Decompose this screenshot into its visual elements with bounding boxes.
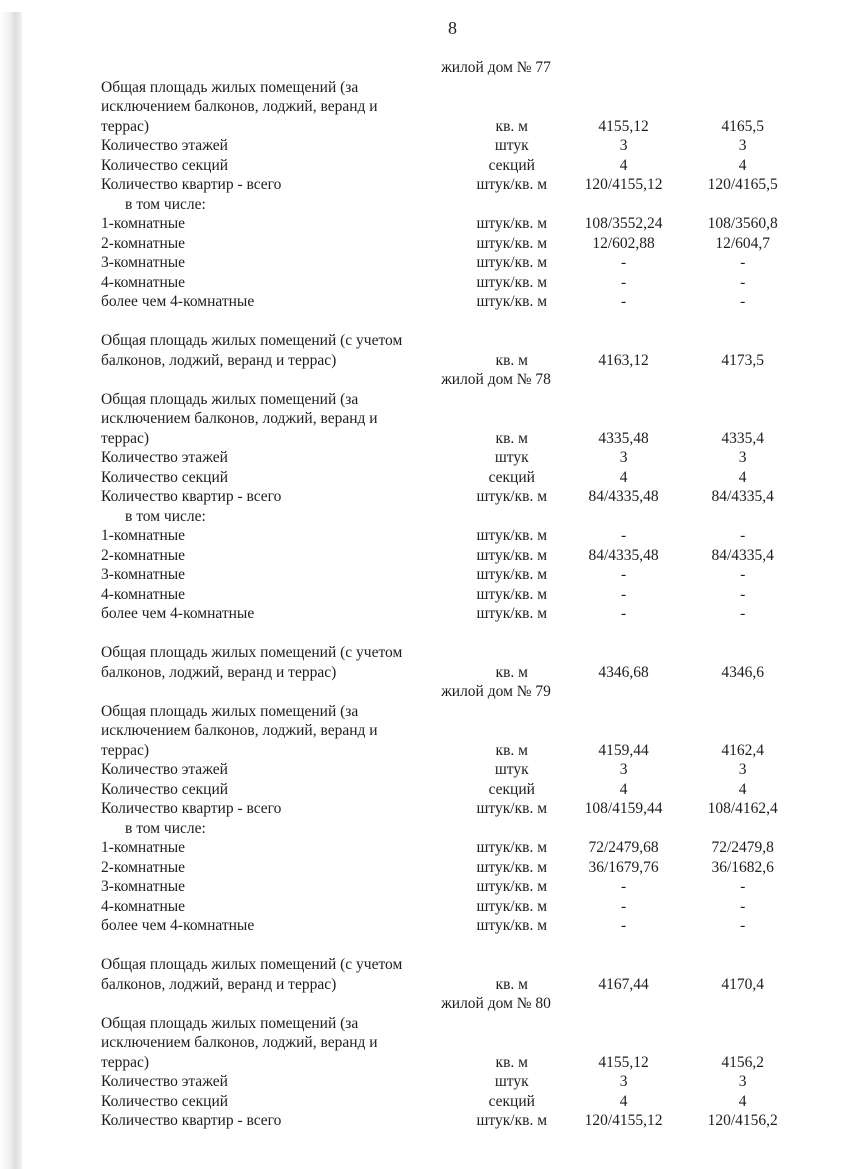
row-unit: секций: [488, 468, 535, 486]
room-type-row: [101, 546, 801, 566]
row-label: 4-комнатные: [101, 897, 186, 915]
row-value-project: 3: [619, 761, 628, 778]
row-value-actual: 12/604,7: [715, 234, 770, 252]
row-value-actual: -: [740, 917, 746, 934]
row-value-actual: -: [740, 585, 746, 603]
row-value-project: 4: [619, 156, 628, 174]
row-label: Количество этажей: [101, 1073, 228, 1090]
row-value-actual: -: [740, 566, 746, 583]
row-unit: штук/кв. м: [476, 917, 547, 934]
sections-row: [101, 780, 801, 800]
row-label: 1-комнатные: [101, 527, 186, 544]
area-excluding-balconies-row: [101, 1014, 801, 1073]
apartments-total-row: [101, 175, 801, 195]
row-label-line: балконов, лоджий, веранд и террас): [101, 975, 337, 993]
row-value-project: -: [620, 527, 627, 544]
row-unit: кв. м: [495, 117, 528, 135]
floors-row: [101, 1072, 801, 1092]
row-label: Количество этажей: [101, 761, 228, 778]
row-unit: кв. м: [495, 351, 528, 369]
apartments-total-row: [101, 1111, 801, 1131]
row-unit: штук/кв. м: [476, 800, 547, 817]
row-label: Количество квартир - всего: [101, 488, 282, 505]
row-label-line: Общая площадь жилых помещений (за: [101, 390, 359, 408]
row-value-project: 4163,12: [598, 351, 649, 369]
row-value-actual: 4165,5: [721, 117, 764, 135]
apartments-total-row: [101, 799, 801, 819]
row-label-line: исключением балконов, лоджий, веранд и: [101, 722, 378, 739]
row-value-project: -: [620, 273, 627, 291]
row-value-project: 108/3552,24: [584, 215, 663, 232]
row-label: Количество квартир - всего: [101, 800, 282, 817]
row-value-project: -: [620, 254, 627, 271]
row-value-project: 12/602,88: [592, 234, 655, 252]
area-including-balconies-row: [101, 331, 801, 370]
row-label-line: террас): [101, 741, 150, 759]
spacer: [101, 624, 801, 644]
document-body: [101, 58, 801, 1131]
house-title: [101, 370, 801, 390]
row-value-actual: -: [740, 897, 746, 915]
row-value-actual: 108/4162,4: [707, 800, 778, 817]
row-label: 2-комнатные: [101, 546, 186, 564]
row-label: [101, 1014, 461, 1073]
row-label: Количество секций: [101, 156, 229, 174]
row-label: 2-комнатные: [101, 234, 186, 252]
row-label: Количество секций: [101, 468, 229, 486]
row-unit: штук/кв. м: [476, 878, 547, 895]
row-value-actual: 4156,2: [721, 1053, 764, 1071]
row-unit: штук/кв. м: [476, 839, 547, 856]
row-value-project: 4346,68: [598, 663, 649, 681]
row-label: 3-комнатные: [101, 254, 186, 271]
area-including-balconies-row: [101, 955, 801, 994]
row-unit: кв. м: [495, 741, 528, 759]
row-label: Количество секций: [101, 780, 229, 798]
room-type-row: [101, 838, 801, 858]
house-section: [101, 682, 801, 994]
row-label-line: Общая площадь жилых помещений (с учетом: [101, 332, 403, 349]
row-value-actual: 4162,4: [721, 741, 764, 759]
scan-page-edge: [0, 0, 22, 1169]
row-label-line: Общая площадь жилых помещений (за: [101, 78, 359, 96]
row-label: в том числе:: [125, 507, 206, 525]
row-value-project: -: [620, 566, 627, 583]
area-excluding-balconies-row: [101, 390, 801, 449]
house-title-text: жилой дом № 80: [441, 995, 551, 1012]
house-title-text: жилой дом № 78: [441, 371, 551, 388]
row-label-line: Общая площадь жилых помещений (с учетом: [101, 956, 403, 973]
row-label-line: Общая площадь жилых помещений (с учетом: [101, 644, 403, 661]
room-type-row: [101, 526, 801, 546]
room-type-row: [101, 916, 801, 936]
row-label: более чем 4-комнатные: [101, 605, 255, 622]
row-value-project: 4167,44: [598, 975, 649, 993]
house-title: [101, 994, 801, 1014]
row-label: [101, 955, 461, 994]
including-row: [101, 195, 801, 215]
row-value-actual: 84/4335,4: [711, 488, 774, 505]
row-value-project: -: [620, 917, 627, 934]
row-value-project: 120/4155,12: [584, 1112, 663, 1129]
row-unit: кв. м: [495, 429, 528, 447]
row-label: 2-комнатные: [101, 858, 186, 876]
row-value-actual: 4: [738, 468, 747, 486]
row-value-project: -: [620, 605, 627, 622]
row-label: 3-комнатные: [101, 878, 186, 895]
scan-page-edge-top: [0, 0, 60, 12]
row-label: в том числе:: [125, 195, 206, 213]
row-value-project: -: [620, 585, 627, 603]
house-title: [101, 58, 801, 78]
house-section: [101, 994, 801, 1131]
row-value-project: 4155,12: [598, 1053, 649, 1071]
row-value-project: 3: [619, 1073, 628, 1090]
row-unit: кв. м: [495, 663, 528, 681]
row-label: [101, 390, 461, 449]
row-value-actual: 4346,6: [721, 663, 764, 681]
house-title-text: жилой дом № 79: [441, 683, 551, 700]
row-value-actual: -: [740, 605, 746, 622]
row-unit: штук/кв. м: [476, 546, 547, 564]
row-unit: кв. м: [495, 1053, 528, 1071]
row-value-actual: -: [740, 293, 746, 310]
row-value-project: 120/4155,12: [584, 176, 663, 193]
row-value-actual: 120/4165,5: [707, 176, 778, 193]
floors-row: [101, 760, 801, 780]
row-value-project: 4159,44: [598, 741, 649, 759]
row-unit: штук: [494, 449, 529, 466]
row-value-actual: -: [740, 878, 746, 895]
spacer: [101, 936, 801, 956]
row-value-actual: 120/4156,2: [707, 1112, 778, 1129]
room-type-row: [101, 214, 801, 234]
row-value-project: 4155,12: [598, 117, 649, 135]
room-type-row: [101, 858, 801, 878]
row-value-actual: 72/2479,8: [711, 839, 774, 856]
row-value-project: -: [620, 293, 627, 310]
row-label: 4-комнатные: [101, 273, 186, 291]
row-label: в том числе:: [125, 819, 206, 837]
row-unit: штук: [494, 1073, 529, 1090]
row-value-actual: 4: [738, 156, 747, 174]
row-label: [101, 702, 461, 761]
row-label-line: террас): [101, 429, 150, 447]
row-unit: штук/кв. м: [476, 273, 547, 291]
row-label: [101, 643, 461, 682]
row-value-actual: 4170,4: [721, 975, 764, 993]
room-type-row: [101, 604, 801, 624]
row-unit: штук/кв. м: [476, 605, 547, 622]
row-unit: штук/кв. м: [476, 176, 547, 193]
house-section: [101, 58, 801, 370]
sections-row: [101, 156, 801, 176]
row-value-project: 4: [619, 468, 628, 486]
row-unit: штук/кв. м: [476, 1112, 547, 1129]
row-value-actual: 84/4335,4: [711, 546, 774, 564]
area-excluding-balconies-row: [101, 78, 801, 137]
row-unit: штук/кв. м: [476, 585, 547, 603]
room-type-row: [101, 565, 801, 585]
row-value-actual: -: [740, 527, 746, 544]
row-label: [101, 331, 461, 370]
page-number: 8: [448, 18, 457, 38]
row-value-actual: 3: [738, 137, 747, 154]
row-value-project: 84/4335,48: [588, 488, 659, 505]
row-unit: секций: [488, 1092, 535, 1110]
row-label-line: балконов, лоджий, веранд и террас): [101, 351, 337, 369]
row-label-line: Общая площадь жилых помещений (за: [101, 1014, 359, 1032]
row-unit: штук: [494, 137, 529, 154]
row-value-actual: 4: [738, 1092, 747, 1110]
room-type-row: [101, 585, 801, 605]
row-value-actual: 3: [738, 761, 747, 778]
row-unit: кв. м: [495, 975, 528, 993]
row-unit: штук/кв. м: [476, 215, 547, 232]
row-label: Количество этажей: [101, 137, 228, 154]
row-value-actual: 36/1682,6: [711, 858, 774, 876]
row-label-line: террас): [101, 1053, 150, 1071]
floors-row: [101, 136, 801, 156]
house-title: [101, 682, 801, 702]
row-value-actual: 4335,4: [721, 429, 764, 447]
row-label: Количество квартир - всего: [101, 1112, 282, 1129]
row-value-actual: -: [740, 254, 746, 271]
house-section: [101, 370, 801, 682]
sections-row: [101, 468, 801, 488]
including-row: [101, 507, 801, 527]
row-label: Количество секций: [101, 1092, 229, 1110]
row-value-project: -: [620, 897, 627, 915]
row-value-actual: 4: [738, 780, 747, 798]
row-value-project: 4: [619, 780, 628, 798]
row-label-line: балконов, лоджий, веранд и террас): [101, 663, 337, 681]
row-label: Количество квартир - всего: [101, 176, 282, 193]
row-unit: секций: [488, 780, 535, 798]
including-row: [101, 819, 801, 839]
row-label-line: исключением балконов, лоджий, веранд и: [101, 1034, 378, 1051]
row-label: 4-комнатные: [101, 585, 186, 603]
area-including-balconies-row: [101, 643, 801, 682]
row-label-line: исключением балконов, лоджий, веранд и: [101, 98, 378, 115]
row-label-line: Общая площадь жилых помещений (за: [101, 702, 359, 720]
spacer: [101, 312, 801, 332]
row-label: 3-комнатные: [101, 566, 186, 583]
room-type-row: [101, 877, 801, 897]
room-type-row: [101, 897, 801, 917]
row-value-actual: 108/3560,8: [707, 215, 778, 232]
floors-row: [101, 448, 801, 468]
row-unit: штук/кв. м: [476, 858, 547, 876]
row-unit: штук/кв. м: [476, 527, 547, 544]
row-unit: штук/кв. м: [476, 293, 547, 310]
row-label: более чем 4-комнатные: [101, 917, 255, 934]
row-unit: штук/кв. м: [476, 234, 547, 252]
row-value-project: 72/2479,68: [588, 839, 659, 856]
house-title-text: жилой дом № 77: [441, 59, 551, 76]
row-label: Количество этажей: [101, 449, 228, 466]
row-unit: штук/кв. м: [476, 897, 547, 915]
row-value-project: 36/1679,76: [588, 858, 659, 876]
row-label: [101, 78, 461, 137]
row-value-actual: 4173,5: [721, 351, 764, 369]
row-label: 1-комнатные: [101, 215, 186, 232]
room-type-row: [101, 234, 801, 254]
room-type-row: [101, 273, 801, 293]
row-label-line: террас): [101, 117, 150, 135]
row-unit: штук/кв. м: [476, 488, 547, 505]
row-value-project: 4: [619, 1092, 628, 1110]
row-unit: штук: [494, 761, 529, 778]
row-label: более чем 4-комнатные: [101, 293, 255, 310]
row-unit: штук/кв. м: [476, 566, 547, 583]
row-value-project: -: [620, 878, 627, 895]
room-type-row: [101, 253, 801, 273]
area-excluding-balconies-row: [101, 702, 801, 761]
room-type-row: [101, 292, 801, 312]
row-value-actual: -: [740, 273, 746, 291]
row-value-project: 3: [619, 449, 628, 466]
row-label-line: исключением балконов, лоджий, веранд и: [101, 410, 378, 427]
row-value-project: 4335,48: [598, 429, 649, 447]
row-value-project: 84/4335,48: [588, 546, 659, 564]
row-unit: секций: [488, 156, 535, 174]
row-unit: штук/кв. м: [476, 254, 547, 271]
apartments-total-row: [101, 487, 801, 507]
row-value-project: 3: [619, 137, 628, 154]
row-label: 1-комнатные: [101, 839, 186, 856]
row-value-project: 108/4159,44: [584, 800, 663, 817]
sections-row: [101, 1092, 801, 1112]
row-value-actual: 3: [738, 449, 747, 466]
row-value-actual: 3: [738, 1073, 747, 1090]
